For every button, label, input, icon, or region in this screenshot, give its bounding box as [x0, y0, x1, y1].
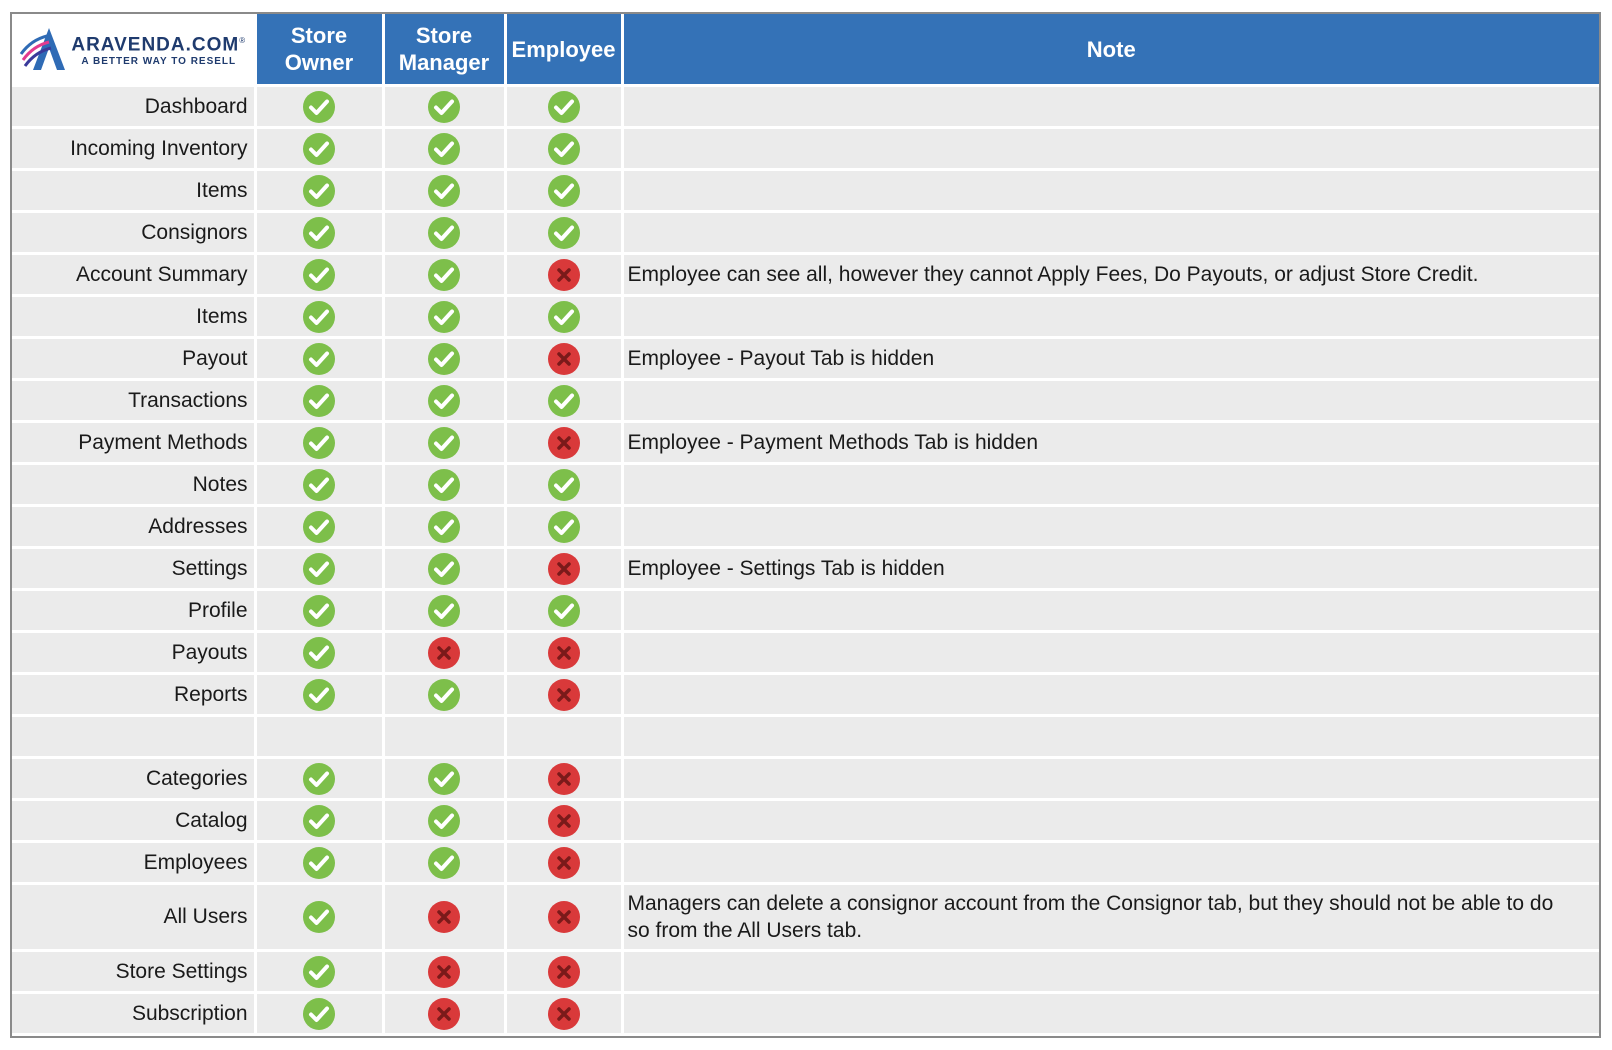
- check-icon: [547, 468, 581, 502]
- check-icon: [547, 132, 581, 166]
- permission-manager: [383, 590, 505, 632]
- row-note: [622, 506, 1599, 548]
- row-label: Items: [12, 296, 255, 338]
- check-icon: [427, 762, 461, 796]
- col-header-store-owner: Store Owner: [255, 14, 383, 86]
- aravenda-logo: [12, 14, 254, 84]
- permission-manager: [383, 464, 505, 506]
- row-note: [622, 590, 1599, 632]
- table-row: [12, 951, 1599, 993]
- permission-employee: [505, 884, 622, 951]
- table-row: [12, 716, 1599, 758]
- table-row: [12, 338, 1599, 380]
- permission-manager: [383, 758, 505, 800]
- permission-manager: [383, 716, 505, 758]
- permission-employee: [505, 506, 622, 548]
- check-icon: [302, 468, 336, 502]
- permission-manager: [383, 951, 505, 993]
- permission-employee: [505, 590, 622, 632]
- table-row: [12, 254, 1599, 296]
- check-icon: [547, 90, 581, 124]
- permissions-table-frame: [10, 12, 1601, 1038]
- row-note: [622, 464, 1599, 506]
- check-icon: [547, 384, 581, 418]
- permission-owner: [255, 548, 383, 590]
- row-label: Transactions: [12, 380, 255, 422]
- permission-owner: [255, 296, 383, 338]
- permission-employee: [505, 800, 622, 842]
- check-icon: [302, 594, 336, 628]
- row-label: Reports: [12, 674, 255, 716]
- permission-employee: [505, 842, 622, 884]
- permission-owner: [255, 86, 383, 128]
- cross-icon: [547, 762, 581, 796]
- cross-icon: [427, 997, 461, 1031]
- permission-employee: [505, 716, 622, 758]
- permission-employee: [505, 212, 622, 254]
- aravenda-logo-icon: [19, 26, 69, 72]
- cross-icon: [547, 804, 581, 838]
- check-icon: [302, 552, 336, 586]
- permission-owner: [255, 128, 383, 170]
- check-icon: [302, 678, 336, 712]
- row-note: [622, 800, 1599, 842]
- permission-manager: [383, 380, 505, 422]
- permission-employee: [505, 993, 622, 1034]
- row-label: Payouts: [12, 632, 255, 674]
- permission-manager: [383, 254, 505, 296]
- check-icon: [427, 258, 461, 292]
- permission-employee: [505, 464, 622, 506]
- check-icon: [547, 216, 581, 250]
- permission-employee: [505, 296, 622, 338]
- check-icon: [427, 552, 461, 586]
- logo-cell: [12, 14, 255, 86]
- row-label: Profile: [12, 590, 255, 632]
- row-note: [622, 86, 1599, 128]
- permission-owner: [255, 674, 383, 716]
- check-icon: [302, 384, 336, 418]
- table-row: [12, 548, 1599, 590]
- check-icon: [302, 258, 336, 292]
- check-icon: [427, 804, 461, 838]
- table-row: [12, 128, 1599, 170]
- col-header-store-manager: Store Manager: [383, 14, 505, 86]
- permission-manager: [383, 993, 505, 1034]
- permission-owner: [255, 884, 383, 951]
- table-row: [12, 296, 1599, 338]
- row-note: [622, 993, 1599, 1034]
- row-label: Consignors: [12, 212, 255, 254]
- check-icon: [427, 216, 461, 250]
- permission-employee: [505, 422, 622, 464]
- row-note: Employee - Settings Tab is hidden: [622, 548, 1599, 590]
- check-icon: [302, 804, 336, 838]
- check-icon: [427, 468, 461, 502]
- table-row: [12, 464, 1599, 506]
- row-label: Addresses: [12, 506, 255, 548]
- cross-icon: [547, 258, 581, 292]
- cross-icon: [547, 997, 581, 1031]
- permission-employee: [505, 548, 622, 590]
- check-icon: [427, 90, 461, 124]
- table-row: [12, 758, 1599, 800]
- permission-manager: [383, 86, 505, 128]
- row-note: Employee can see all, however they cannot Apply Fees, Do Payouts, or adjust Store Credit.: [622, 254, 1599, 296]
- check-icon: [427, 846, 461, 880]
- row-label: All Users: [12, 884, 255, 951]
- permission-employee: [505, 254, 622, 296]
- permission-owner: [255, 951, 383, 993]
- permission-manager: [383, 296, 505, 338]
- check-icon: [427, 510, 461, 544]
- permission-owner: [255, 464, 383, 506]
- check-icon: [427, 300, 461, 334]
- permission-employee: [505, 380, 622, 422]
- permission-manager: [383, 842, 505, 884]
- row-label: Notes: [12, 464, 255, 506]
- registered-mark: ®: [239, 36, 247, 46]
- table-row: [12, 632, 1599, 674]
- check-icon: [302, 636, 336, 670]
- permission-owner: [255, 212, 383, 254]
- check-icon: [302, 174, 336, 208]
- cross-icon: [547, 552, 581, 586]
- row-note: [622, 170, 1599, 212]
- cross-icon: [547, 636, 581, 670]
- col-header-employee: Employee: [505, 14, 622, 86]
- permission-owner: [255, 632, 383, 674]
- table-row: [12, 422, 1599, 464]
- permission-manager: [383, 632, 505, 674]
- cross-icon: [547, 678, 581, 712]
- check-icon: [547, 174, 581, 208]
- row-note: Managers can delete a consignor account from the Consignor tab, but they should not be able to do so from the All Users tab.: [622, 884, 1599, 951]
- cross-icon: [547, 342, 581, 376]
- permission-employee: [505, 632, 622, 674]
- permission-manager: [383, 674, 505, 716]
- row-note: [622, 674, 1599, 716]
- row-label: Incoming Inventory: [12, 128, 255, 170]
- row-note: [622, 842, 1599, 884]
- row-label: Subscription: [12, 993, 255, 1034]
- table-row: [12, 380, 1599, 422]
- row-note: [622, 951, 1599, 993]
- cross-icon: [547, 846, 581, 880]
- permission-employee: [505, 86, 622, 128]
- row-label: Categories: [12, 758, 255, 800]
- check-icon: [302, 426, 336, 460]
- permission-owner: [255, 422, 383, 464]
- header-row: [12, 14, 1599, 86]
- check-icon: [427, 174, 461, 208]
- permission-owner: [255, 590, 383, 632]
- cross-icon: [427, 636, 461, 670]
- permission-owner: [255, 716, 383, 758]
- check-icon: [547, 300, 581, 334]
- cross-icon: [427, 955, 461, 989]
- permission-manager: [383, 212, 505, 254]
- brand-tagline: A BETTER WAY TO RESELL: [81, 55, 237, 67]
- permission-manager: [383, 884, 505, 951]
- table-row: [12, 86, 1599, 128]
- permission-owner: [255, 993, 383, 1034]
- col-header-note: Note: [622, 14, 1599, 86]
- permission-owner: [255, 842, 383, 884]
- row-note: [622, 212, 1599, 254]
- permission-owner: [255, 254, 383, 296]
- table-row: [12, 800, 1599, 842]
- permission-manager: [383, 128, 505, 170]
- row-note: [622, 296, 1599, 338]
- permission-owner: [255, 800, 383, 842]
- check-icon: [302, 90, 336, 124]
- permission-employee: [505, 338, 622, 380]
- row-label: Account Summary: [12, 254, 255, 296]
- permission-owner: [255, 758, 383, 800]
- permission-employee: [505, 674, 622, 716]
- cross-icon: [547, 900, 581, 934]
- check-icon: [302, 997, 336, 1031]
- permission-owner: [255, 170, 383, 212]
- row-label: [12, 716, 255, 758]
- table-row: [12, 993, 1599, 1034]
- table-row: [12, 590, 1599, 632]
- check-icon: [302, 300, 336, 334]
- permission-owner: [255, 380, 383, 422]
- permission-manager: [383, 548, 505, 590]
- row-label: Payout: [12, 338, 255, 380]
- row-label: Settings: [12, 548, 255, 590]
- check-icon: [302, 955, 336, 989]
- row-note: Employee - Payout Tab is hidden: [622, 338, 1599, 380]
- check-icon: [427, 342, 461, 376]
- check-icon: [427, 594, 461, 628]
- check-icon: [302, 900, 336, 934]
- permission-manager: [383, 422, 505, 464]
- permission-manager: [383, 338, 505, 380]
- row-label: Catalog: [12, 800, 255, 842]
- permission-employee: [505, 128, 622, 170]
- check-icon: [302, 132, 336, 166]
- permission-owner: [255, 506, 383, 548]
- check-icon: [302, 216, 336, 250]
- row-note: Employee - Payment Methods Tab is hidden: [622, 422, 1599, 464]
- row-note: [622, 758, 1599, 800]
- row-label: Items: [12, 170, 255, 212]
- check-icon: [302, 762, 336, 796]
- permission-employee: [505, 758, 622, 800]
- table-row: [12, 674, 1599, 716]
- permission-manager: [383, 800, 505, 842]
- row-note: [622, 632, 1599, 674]
- table-row: [12, 842, 1599, 884]
- cross-icon: [427, 900, 461, 934]
- check-icon: [302, 342, 336, 376]
- table-row: [12, 506, 1599, 548]
- check-icon: [302, 510, 336, 544]
- cross-icon: [547, 426, 581, 460]
- check-icon: [427, 426, 461, 460]
- permission-manager: [383, 170, 505, 212]
- permission-manager: [383, 506, 505, 548]
- permission-employee: [505, 170, 622, 212]
- permission-owner: [255, 338, 383, 380]
- row-note: [622, 716, 1599, 758]
- permission-employee: [505, 951, 622, 993]
- row-note: [622, 128, 1599, 170]
- permissions-table: [12, 14, 1599, 1033]
- row-note: [622, 380, 1599, 422]
- row-label: Dashboard: [12, 86, 255, 128]
- check-icon: [427, 678, 461, 712]
- check-icon: [427, 384, 461, 418]
- table-row: [12, 884, 1599, 951]
- row-label: Store Settings: [12, 951, 255, 993]
- check-icon: [547, 510, 581, 544]
- table-row: [12, 212, 1599, 254]
- cross-icon: [547, 955, 581, 989]
- check-icon: [547, 594, 581, 628]
- brand-name: ARAVENDA.COM: [71, 34, 240, 56]
- check-icon: [427, 132, 461, 166]
- row-label: Employees: [12, 842, 255, 884]
- table-row: [12, 170, 1599, 212]
- check-icon: [302, 846, 336, 880]
- row-label: Payment Methods: [12, 422, 255, 464]
